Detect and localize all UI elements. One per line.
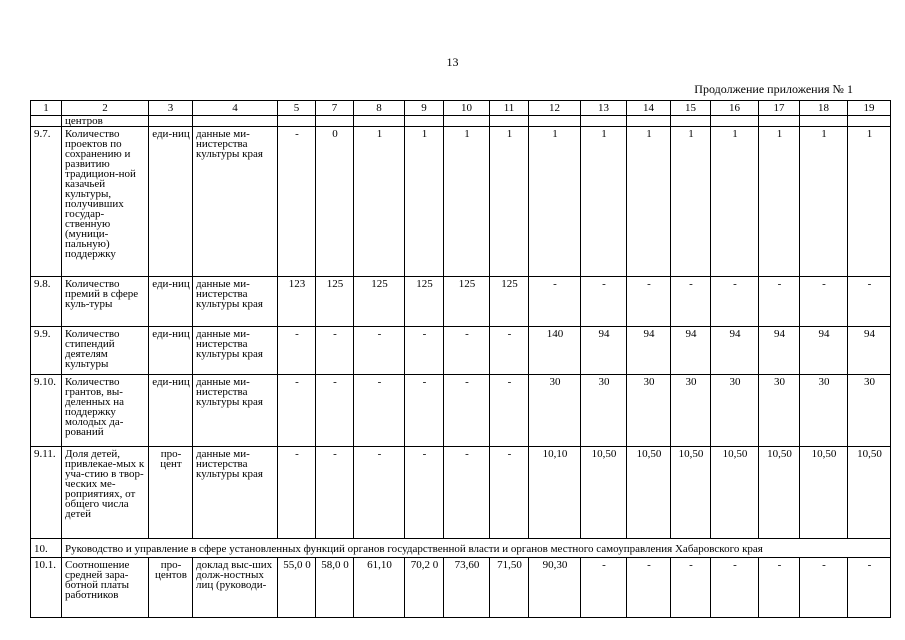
value-cell: - (354, 327, 405, 375)
value-cell: 0 (316, 127, 354, 277)
value-cell: 94 (627, 327, 671, 375)
value-cell: 73,60 (444, 558, 490, 618)
value-cell: 10,50 (800, 447, 848, 539)
header-cell: 19 (848, 101, 891, 116)
value-cell: 1 (711, 127, 759, 277)
value-cell: 94 (671, 327, 711, 375)
value-cell: 30 (759, 375, 800, 447)
header-cell: 13 (581, 101, 627, 116)
row-unit: про-центов (149, 558, 193, 618)
row-number: 10.1. (31, 558, 62, 618)
section-row (31, 539, 891, 558)
value-cell: - (316, 375, 354, 447)
header-cell: 12 (529, 101, 581, 116)
header-row (31, 101, 891, 116)
row-source: доклад выс-ших долж-ностных лиц (руководи- (193, 558, 278, 618)
continued-row (31, 116, 891, 127)
value-cell: 1 (354, 127, 405, 277)
value-cell: 140 (529, 327, 581, 375)
table-row (31, 327, 891, 375)
header-cell: 11 (490, 101, 529, 116)
value-cell: 30 (848, 375, 891, 447)
header-cell: 18 (800, 101, 848, 116)
header-cell: 14 (627, 101, 671, 116)
row-number: 9.9. (31, 327, 62, 375)
value-cell: 30 (627, 375, 671, 447)
value-cell: 10,50 (671, 447, 711, 539)
indicators-table (30, 100, 891, 618)
value-cell: - (354, 447, 405, 539)
table-row (31, 558, 891, 618)
value-cell: - (671, 277, 711, 327)
value-cell: 1 (800, 127, 848, 277)
value-cell: 30 (671, 375, 711, 447)
value-cell: - (354, 375, 405, 447)
value-cell: 125 (316, 277, 354, 327)
value-cell: - (444, 447, 490, 539)
value-cell: 125 (354, 277, 405, 327)
value-cell: - (316, 327, 354, 375)
row-number: 9.8. (31, 277, 62, 327)
table-row (31, 375, 891, 447)
value-cell: - (627, 558, 671, 618)
value-cell: 10,50 (759, 447, 800, 539)
row-source: данные ми-нистерства культуры края (193, 375, 278, 447)
value-cell: - (759, 558, 800, 618)
value-cell: 30 (800, 375, 848, 447)
value-cell: 55,0 0 (278, 558, 316, 618)
value-cell: 125 (405, 277, 444, 327)
value-cell: - (405, 327, 444, 375)
value-cell: 1 (627, 127, 671, 277)
value-cell: 125 (490, 277, 529, 327)
row-name: Количество премий в сфере куль-туры (62, 277, 149, 327)
value-cell: - (671, 558, 711, 618)
row-name: Количество стипендий деятелям культуры (62, 327, 149, 375)
value-cell: - (490, 327, 529, 375)
value-cell: 1 (581, 127, 627, 277)
table-row (31, 277, 891, 327)
value-cell: 10,50 (848, 447, 891, 539)
header-cell: 2 (62, 101, 149, 116)
table-row (31, 127, 891, 277)
value-cell: - (711, 558, 759, 618)
value-cell: 30 (581, 375, 627, 447)
value-cell: 1 (405, 127, 444, 277)
row-name: Соотношение средней зара-ботной платы работников (62, 558, 149, 618)
header-cell: 17 (759, 101, 800, 116)
row-unit: еди-ниц (149, 127, 193, 277)
value-cell: - (711, 277, 759, 327)
row-name: Количество проектов по сохранению и развитию традицион-ной казачьей культуры, получивших государ-ственную (муници-пальную) поддержку (62, 127, 149, 277)
row-source: данные ми-нистерства культуры края (193, 277, 278, 327)
value-cell: - (278, 447, 316, 539)
value-cell: 70,2 0 (405, 558, 444, 618)
value-cell: 94 (848, 327, 891, 375)
header-cell: 15 (671, 101, 711, 116)
header-cell: 7 (316, 101, 354, 116)
page-number: 13 (446, 55, 459, 69)
header-cell: 1 (31, 101, 62, 116)
continuation-caption: Продолжение приложения № 1 (694, 82, 853, 96)
value-cell: - (490, 447, 529, 539)
value-cell: - (581, 558, 627, 618)
header-cell: 3 (149, 101, 193, 116)
section-title: Руководство и управление в сфере установленных функций органов государственной власти и органов местного самоуправления Хабаровского края (62, 539, 891, 558)
value-cell: - (316, 447, 354, 539)
row-name: Количество грантов, вы-деленных на поддержку молодых да-рований (62, 375, 149, 447)
value-cell: 30 (529, 375, 581, 447)
value-cell: 1 (848, 127, 891, 277)
value-cell: 90,30 (529, 558, 581, 618)
row-unit: про-цент (149, 447, 193, 539)
value-cell: 1 (671, 127, 711, 277)
value-cell: - (759, 277, 800, 327)
value-cell: 10,50 (627, 447, 671, 539)
value-cell: 1 (529, 127, 581, 277)
value-cell: - (848, 558, 891, 618)
value-cell: 125 (444, 277, 490, 327)
row-name: центров (62, 116, 149, 127)
value-cell: 71,50 (490, 558, 529, 618)
header-cell: 8 (354, 101, 405, 116)
value-cell: 94 (711, 327, 759, 375)
value-cell: 58,0 0 (316, 558, 354, 618)
value-cell: 10,50 (581, 447, 627, 539)
row-source: данные ми-нистерства культуры края (193, 447, 278, 539)
table-row (31, 447, 891, 539)
value-cell: - (405, 447, 444, 539)
value-cell: 30 (711, 375, 759, 447)
section-number: 10. (31, 539, 62, 558)
value-cell: - (405, 375, 444, 447)
header-cell: 5 (278, 101, 316, 116)
value-cell: - (529, 277, 581, 327)
value-cell: - (627, 277, 671, 327)
value-cell: 10,50 (711, 447, 759, 539)
value-cell: 10,10 (529, 447, 581, 539)
header-cell: 4 (193, 101, 278, 116)
row-number: 9.11. (31, 447, 62, 539)
value-cell: - (278, 375, 316, 447)
value-cell: - (490, 375, 529, 447)
value-cell: 123 (278, 277, 316, 327)
header-cell: 10 (444, 101, 490, 116)
value-cell: 94 (759, 327, 800, 375)
header-cell: 9 (405, 101, 444, 116)
value-cell: 94 (800, 327, 848, 375)
value-cell: 1 (490, 127, 529, 277)
value-cell: 1 (444, 127, 490, 277)
value-cell: 94 (581, 327, 627, 375)
row-source: данные ми-нистерства культуры края (193, 327, 278, 375)
value-cell: - (278, 127, 316, 277)
value-cell: - (848, 277, 891, 327)
value-cell: 61,10 (354, 558, 405, 618)
row-number: 9.7. (31, 127, 62, 277)
row-name: Доля детей, привлекае-мых к уча-стию в твор-ческих ме-роприятиях, от общего числа детей (62, 447, 149, 539)
row-unit: еди-ниц (149, 375, 193, 447)
value-cell: - (444, 375, 490, 447)
value-cell: - (800, 277, 848, 327)
row-unit: еди-ниц (149, 327, 193, 375)
value-cell: - (581, 277, 627, 327)
value-cell: - (278, 327, 316, 375)
row-unit: еди-ниц (149, 277, 193, 327)
value-cell: 1 (759, 127, 800, 277)
row-number: 9.10. (31, 375, 62, 447)
value-cell: - (444, 327, 490, 375)
value-cell: - (800, 558, 848, 618)
row-source: данные ми-нистерства культуры края (193, 127, 278, 277)
header-cell: 16 (711, 101, 759, 116)
